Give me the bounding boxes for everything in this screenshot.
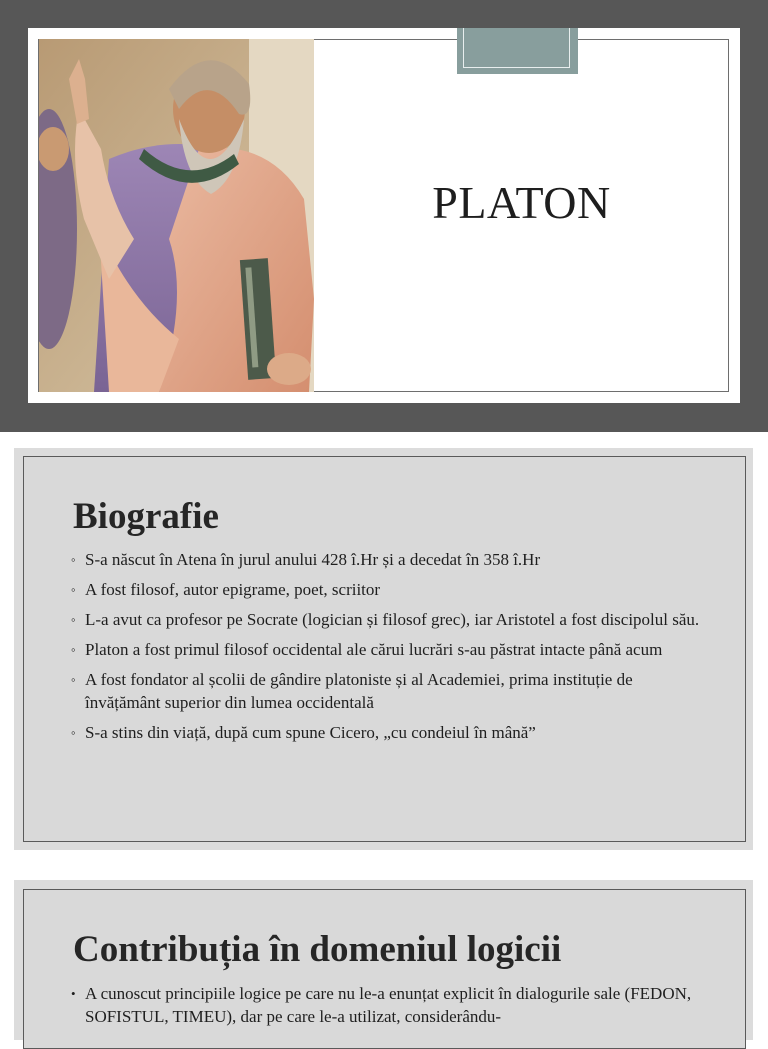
list-item-text: Platon a fost primul filosof occidental ale cărui lucrări s-au păstrat intacte până acum (85, 640, 663, 659)
bullet-icon: ◦ (71, 612, 76, 627)
plato-portrait-image (39, 39, 314, 392)
list-item-text: L-a avut ca profesor pe Socrate (logician și filosof grec), iar Aristotel a fost discipolul său. (85, 610, 700, 629)
decorative-header-tab-inner (463, 28, 570, 68)
list-item-text: A fost filosof, autor epigrame, poet, scriitor (85, 580, 381, 599)
list-item-text: A fost fondator al școlii de gândire platoniste și al Academiei, prima instituție de învățământ superior din lumea occidentală (85, 670, 633, 712)
list-item (71, 608, 701, 631)
list-item-text: A cunoscut principiile logice pe care nu le-a enunțat explicit în dialogurile sale (FEDON, SOFISTUL, TIMEU), dar pe care le-a utilizat, considerându- (85, 984, 692, 1026)
bullet-icon: ◦ (71, 725, 76, 740)
bullet-icon: ◦ (71, 552, 76, 567)
bullet-icon: ◦ (71, 642, 76, 657)
bullet-icon: • (71, 986, 76, 1001)
list-item (71, 721, 701, 744)
list-item (71, 548, 701, 571)
list-item (71, 578, 701, 601)
list-item (71, 638, 701, 661)
bullet-icon: ◦ (71, 672, 76, 687)
list-item (71, 982, 701, 1028)
biography-slide (23, 456, 746, 842)
slide-title: PLATON (432, 177, 611, 228)
logic-slide (23, 889, 746, 1049)
list-item-text: S-a născut în Atena în jurul anului 428 î.Hr și a decedat în 358 î.Hr (85, 550, 541, 569)
logic-heading: Contribuția în domeniul logicii (73, 929, 562, 970)
biography-bullet-list (71, 548, 701, 751)
decorative-header-tab (457, 28, 578, 74)
logic-bullet-list (71, 982, 701, 1035)
list-item (71, 668, 701, 714)
title-slide (28, 28, 740, 403)
bullet-icon: ◦ (71, 582, 76, 597)
list-item-text: S-a stins din viață, după cum spune Cicero, „cu condeiul în mână” (85, 723, 536, 742)
biography-heading: Biografie (73, 496, 219, 537)
